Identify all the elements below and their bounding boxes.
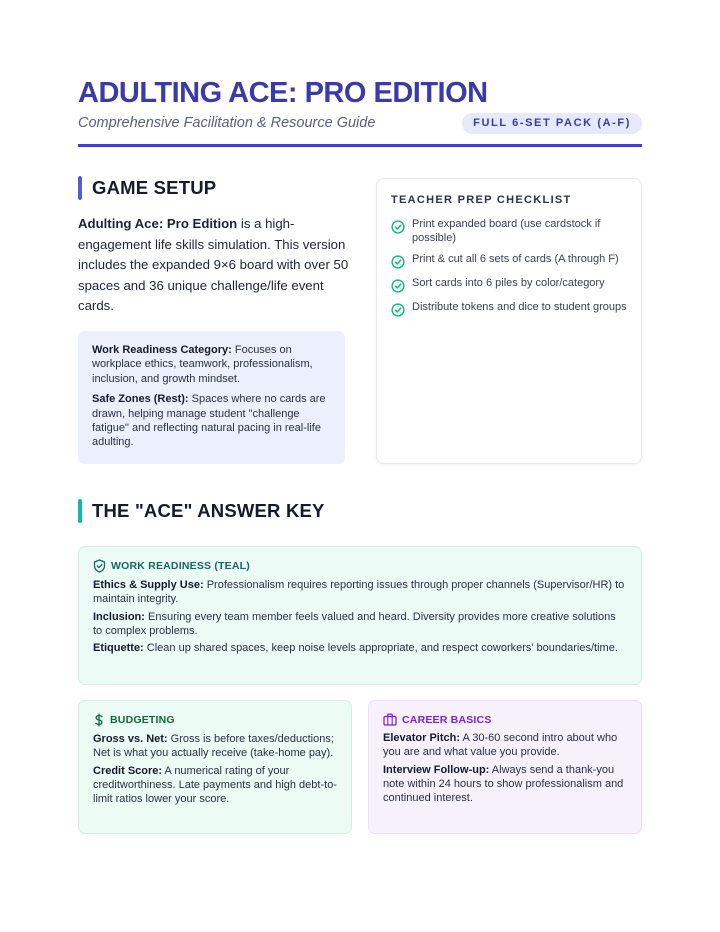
answer-term: Elevator Pitch: (383, 732, 461, 744)
answer-text: Always send a thank-you note within 24 hours to show professionalism and continued interest. (383, 763, 624, 805)
card-label: CAREER BASICS (402, 713, 492, 726)
intro-bold-product-name: Adulting Ace: Pro Edition (78, 216, 238, 231)
answer-term: Inclusion: (93, 610, 145, 623)
career-basics-card (368, 700, 642, 834)
answer-text: A 30-60 second intro about who you are and what value you provide. (383, 732, 618, 759)
answer-text: Ensuring every team member feels valued and heard. Diversity provides more creative solutions to complex problems. (93, 610, 616, 637)
card-header (93, 713, 337, 727)
checklist-item (391, 217, 627, 245)
answer-text: Professionalism requires reporting issues through proper channels (Supervisor/HR) to maintain integrity. (93, 579, 625, 606)
answer-entry (383, 731, 627, 760)
answer-entry (383, 763, 627, 806)
checklist-item (391, 300, 627, 317)
definition-safe-zones (92, 392, 331, 450)
answer-entry (93, 610, 627, 639)
work-readiness-card (78, 546, 642, 685)
answer-term: Ethics & Supply Use: (93, 579, 204, 591)
section-title: THE "ACE" ANSWER KEY (92, 500, 325, 521)
definitions-box (78, 331, 345, 464)
answer-key-heading (78, 499, 325, 523)
teacher-prep-checklist (376, 178, 642, 464)
definition-text: Focuses on workplace ethics, teamwork, professionalism, inclusion, and growth mindset. (92, 344, 313, 385)
answer-text: Gross is before taxes/deductions; Net is what you actually receive (take-home pay). (93, 733, 334, 760)
document-subtitle: Comprehensive Facilitation & Resource Guide (78, 115, 376, 131)
document-title: ADULTING ACE: PRO EDITION (78, 77, 488, 109)
checklist-title: TEACHER PREP CHECKLIST (391, 194, 572, 206)
pack-badge: FULL 6-SET PACK (A-F) (462, 113, 642, 134)
answer-term: Gross vs. Net: (93, 733, 168, 745)
definition-term: Work Readiness Category: (92, 344, 232, 356)
dollar-icon (93, 713, 105, 727)
card-label: WORK READINESS (TEAL) (111, 560, 250, 572)
briefcase-icon (383, 713, 397, 726)
subtitle-row (78, 110, 642, 138)
definition-work-readiness (92, 343, 331, 386)
answer-term: Interview Follow-up: (383, 763, 490, 776)
answer-term: Credit Score: (93, 764, 163, 777)
shield-check-icon (93, 559, 106, 573)
section-title: GAME SETUP (92, 177, 217, 198)
header-divider (78, 144, 642, 147)
checklist-item-text: Print & cut all 6 sets of cards (A through F) (412, 253, 619, 266)
document-header (78, 76, 642, 138)
checklist-item (391, 276, 627, 293)
card-label: BUDGETING (110, 714, 175, 726)
setup-intro-paragraph (78, 214, 350, 317)
checklist-item-text: Print expanded board (use cardstock if possible) (412, 218, 601, 245)
definition-term: Safe Zones (Rest): (92, 393, 189, 406)
section-accent-bar (78, 499, 82, 523)
card-header (93, 559, 627, 573)
checklist-item-text: Distribute tokens and dice to student groups (412, 301, 627, 314)
check-circle-icon (391, 279, 405, 293)
answer-entry (93, 578, 627, 607)
check-circle-icon (391, 303, 405, 317)
answer-entry (93, 732, 337, 761)
answer-term: Etiquette: (93, 642, 144, 655)
answer-text: Clean up shared spaces, keep noise levels appropriate, and respect coworkers' boundaries/time. (143, 642, 618, 655)
section-accent-bar (78, 176, 82, 200)
answer-entry (93, 764, 337, 807)
check-circle-icon (391, 220, 405, 234)
answer-entry (93, 641, 627, 655)
game-setup-heading (78, 176, 216, 200)
answer-text: A numerical rating of your creditworthiness. Late payments and high debt-to-limit ratios lower your score. (93, 764, 337, 806)
budgeting-card (78, 700, 352, 834)
checklist-item (391, 252, 627, 269)
card-header (383, 713, 627, 726)
definition-text: Spaces where no cards are drawn, helping manage student "challenge fatigue" and reflecting natural pacing in real-life adulting. (92, 393, 326, 449)
intro-text: is a high-engagement life skills simulation. This version includes the expanded 9×6 board with over 50 spaces and 36 unique challenge/life event cards. (78, 216, 349, 313)
check-circle-icon (391, 255, 405, 269)
checklist-item-text: Sort cards into 6 piles by color/category (412, 277, 605, 290)
